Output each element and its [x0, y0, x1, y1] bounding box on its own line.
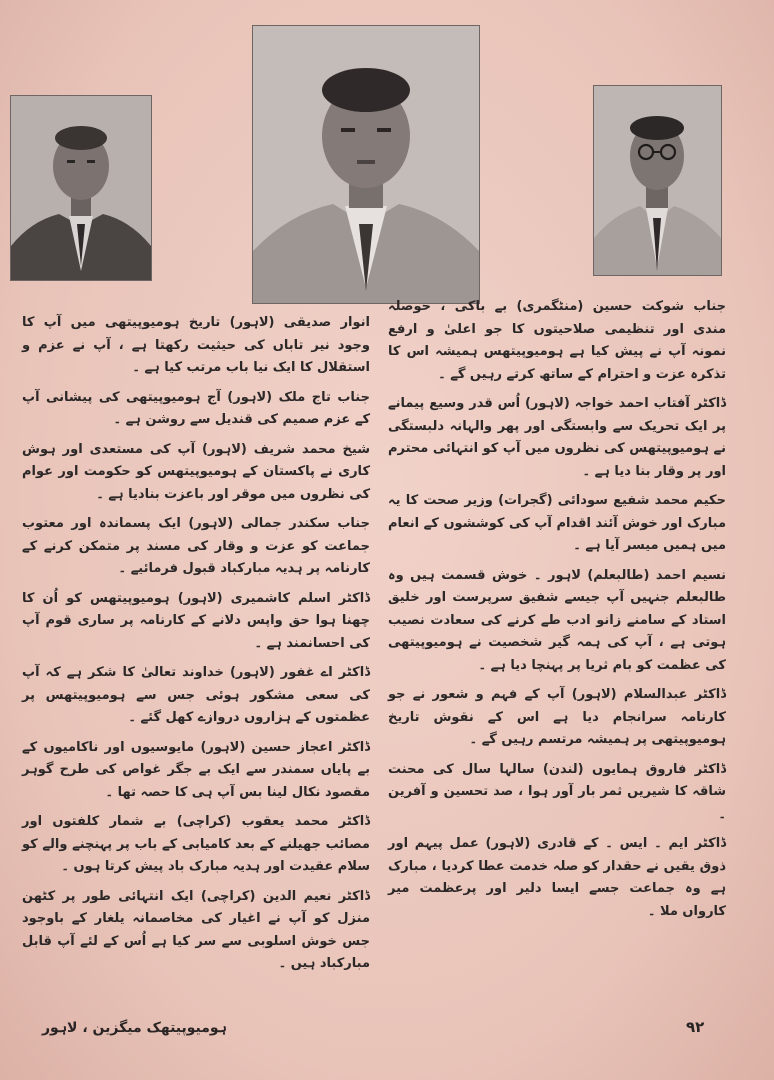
page-number: ۹۲: [686, 1018, 705, 1036]
tribute-paragraph: جناب تاج ملک (لاہور) آج ہومیوپیتھی کی پیشانی آپ کے عزم صمیم کی قندیل سے روشن ہے ۔: [22, 389, 370, 427]
left-text-column: [22, 312, 370, 983]
tribute-paragraph: ڈاکٹر ایم ۔ ایس ۔ کے قادری (لاہور) عمل پیہم اور ذوق یقیں نے حقدار کو صلہ خدمت عطا کردیا ، مبارک ہے وہ جماعت جسے ایسا دلیر اور پرعظمت میر کارواں ملا ۔: [388, 836, 726, 919]
footer-magazine-name: ہومیوپیتھک میگزین ، لاہور: [42, 1020, 227, 1036]
tribute-paragraph: ڈاکٹر فاروق ہمایوں (لندن) سالہا سال کی محنت شاقہ کا شیریں ثمر بار آور ہوا ، صد تحسین و آفرین ۔: [388, 761, 726, 822]
tribute-paragraph: جناب سکندر جمالی (لاہور) ایک پسماندہ اور معتوب جماعت کو عزت و وقار کی مسند پر متمکن کرنے کے کارنامہ پر ہدیہ مبارکباد قبول فرمائیے ۔: [22, 516, 370, 576]
tribute-paragraph: ڈاکٹر نعیم الدین (کراچی) ایک انتہائی طور پر کٹھن منزل کو آپ نے اغیار کی مخاصمانہ یلغار کے باوجود جس خوش اسلوبی سے سر کیا ہے اُس کے لئے آپ قابل مبارکباد ہیں ۔: [22, 888, 370, 971]
tribute-paragraph: ڈاکٹر آفتاب احمد خواجہ (لاہور) اُس قدر وسیع پیمانے پر ایک تحریک سے وابستگی اور پھر والہانہ دلبستگی نے ہومیوپیتھس کی نظروں میں آپ کو انتہائی محترم اور پر وقار بنا دیا ہے ۔: [388, 396, 726, 479]
tribute-paragraph: جناب شوکت حسین (منٹگمری) بے باکی ، حوصلہ مندی اور تنظیمی صلاحیتوں کا جو اعلیٰ و ارفع نمونہ آپ نے پیش کیا ہے ہومیوپیتھس ہمیشہ اس کا تذکرہ عزت و احترام کے ساتھ کرتے رہیں گے ۔: [388, 299, 726, 382]
tribute-paragraph: ڈاکٹر عبدالسلام (لاہور) آپ کے فہم و شعور نے جو کارنامہ سرانجام دیا ہے اس کے نقوش تاریخ ہومیوپیتھی پر ہمیشہ مرتسم رہیں گے ۔: [388, 687, 726, 747]
tribute-paragraph: ڈاکٹر اعجاز حسین (لاہور) مایوسیوں اور ناکامیوں کے بے پایاں سمندر سے ایک بے جگر غواص کی طرح گوہر مقصود نکال لینا بس آپ ہی کا حصہ تھا ۔: [22, 739, 370, 800]
tribute-paragraph: انوار صدیقی (لاہور) تاریخ ہومیوپیتھی میں آپ کا وجود نیر تاباں کی حیثیت رکھتا ہے ، آپ نے عزم و استقلال کا ایک نیا باب مرتب کیا ہے ۔: [22, 315, 370, 375]
tribute-paragraph: ڈاکٹر اسلم کاشمیری (لاہور) ہومیوپیتھس کو اُن کا چھنا ہوا حق واپس دلانے کے کارنامہ پر ساری قوم آپ کی احسانمند ہے ۔: [22, 590, 370, 651]
portrait-photo-center: [252, 25, 480, 304]
tribute-paragraph: ڈاکٹر اے غفور (لاہور) خداوند تعالیٰ کا شکر ہے کہ آپ کی سعی مشکور ہوئی جس سے ہومیوپیتھس پر عظمتوں کے ہزاروں دروازے کھل گئے ۔: [22, 665, 370, 725]
portrait-photo-right: [593, 85, 722, 276]
right-text-column: [388, 296, 726, 930]
tribute-paragraph: حکیم محمد شفیع سودائی (گجرات) وزیر صحت کا یہ مبارک اور خوش آئند اقدام آپ کی کوششوں کے انعام میں ہمیں میسر آیا ہے ۔: [388, 493, 726, 553]
tribute-paragraph: نسیم احمد (طالبعلم) لاہور ۔ خوش قسمت ہیں وہ طالبعلم جنہیں آپ جیسے شفیق سرپرست اور خلیق استاد کے سامنے زانو ادب طے کرنے کی سعادت نصیب ہوتی ہے ، آپ کی ہمہ گیر شخصیت نے ہومیوپیتھی کی عظمت کو بام ثریا پر پہنچا دیا ہے ۔: [388, 567, 726, 673]
tribute-paragraph: ڈاکٹر محمد یعقوب (کراچی) بے شمار کلفتوں اور مصائب جھیلنے کے بعد کامیابی کے باب پر پہنچنے والے کو سلام عقیدت اور ہدیہ مبارک باد پیش کرتا ہوں ۔: [22, 814, 370, 874]
portrait-photo-left: [10, 95, 152, 281]
tribute-paragraph: شیخ محمد شریف (لاہور) آپ کی مستعدی اور ہوش کاری نے پاکستان کے ہومیوپیتھس کو حکومت اور عوام کی نظروں میں موقر اور باعزت بنادیا ہے ۔: [22, 441, 370, 502]
